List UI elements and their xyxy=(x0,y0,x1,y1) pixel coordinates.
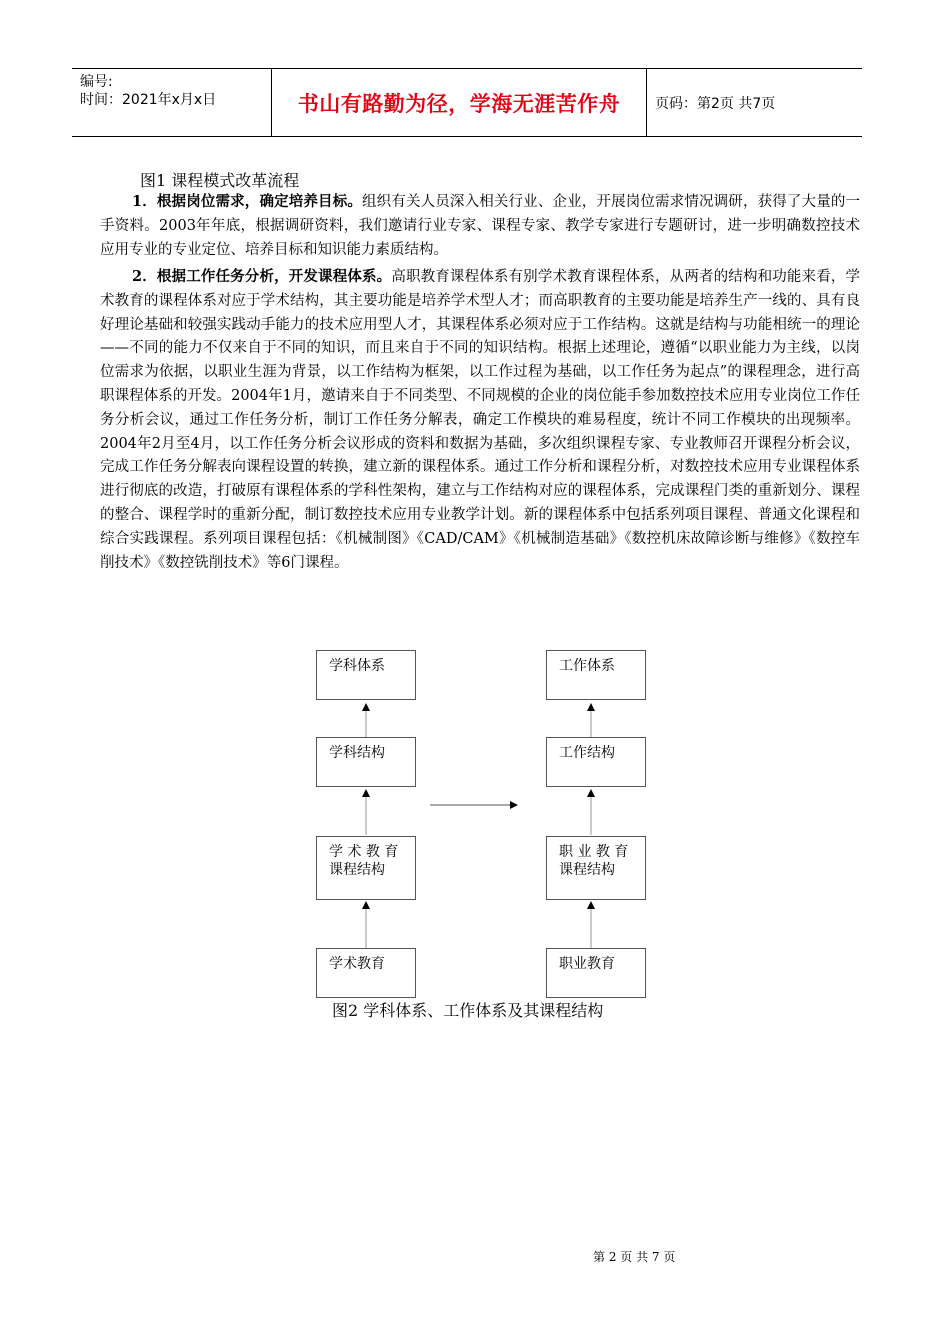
box-subject-system: 学科体系 xyxy=(316,650,416,700)
time-label: 时间：2021年x月x日 xyxy=(80,92,217,108)
page-header xyxy=(72,68,862,137)
header-info-cell xyxy=(72,69,272,136)
page-info: 页码：第2页 共7页 xyxy=(655,95,776,112)
paragraph-1 xyxy=(100,190,860,262)
motto-text: 书山有路勤为径，学海无涯苦作舟 xyxy=(297,91,621,116)
header-motto-cell xyxy=(272,69,647,136)
figure-1-caption: 图1 课程模式改革流程 xyxy=(140,171,300,190)
box-academic-education: 学术教育 xyxy=(316,948,416,998)
figure-2-caption: 图2 学科体系、工作体系及其课程结构 xyxy=(332,1001,604,1020)
page-footer: 第 2 页 共 7 页 xyxy=(593,1250,676,1264)
paragraph-1-lead: 1．根据岗位需求，确定培养目标。 xyxy=(132,193,363,210)
box-subject-structure: 学科结构 xyxy=(316,737,416,787)
paragraph-2-text: 高职教育课程体系有别学术教育课程体系，从两者的结构和功能来看，学术教育的课程体系对应于学术结构，其主要功能是培养学术型人才；而高职教育的主要功能是培养生产一线的、具有良好理论基础和较强实践动手能力的技术应用型人才，其课程体系必须对应于工作结构。这就是结构与功能相统一的理论——不同的能力不仅来自于不同的知识，而且来自于不同的知识结构。根据上述理论，遵循“以职业能力为主线，以岗位需求为依据，以职业生涯为背景，以工作结构为框架，以工作过程为基础，以工作任务为起点”的课程理念，进行高职课程体系的开发。2004年1月，邀请来自于不同类型、不同规模的企业的岗位能手参加数控技术应用专业岗位工作任务分析会议，通过工作任务分析，制订工作任务分解表，确定工作模块的难易程度，统计不同工作模块的出现频率。2004年2月至4月，以工作任务分析会议形成的资料和数据为基础，多次组织课程专家、专业教师召开课程分析会议，完成工作任务分解表向课程设置的转换，建立新的课程体系。通过工作分析和课程分析，对数控技术应用专业课程体系进行彻底的改造，打破原有课程体系的学科性架构，建立与工作结构对应的课程体系，完成课程门类的重新划分、课程的整合、课程学时的重新分配，制订数控技术应用专业教学计划。新的课程体系中包括系列项目课程、普通文化课程和综合实践课程。系列项目课程包括：《机械制图》《CAD/CAM》《机械制造基础》《数控机床故障诊断与维修》《数控车削技术》《数控铣削技术》等6门课程。 xyxy=(100,269,860,571)
number-label: 编号: xyxy=(80,74,113,90)
paragraph-1-text: 组织有关人员深入相关行业、企业，开展岗位需求情况调研，获得了大量的一手资料。2003年年底，根据调研资料，我们邀请行业专家、课程专家、教学专家进行专题研讨，进一步明确数控技术应用专业的专业定位、培养目标和知识能力素质结构。 xyxy=(100,194,861,258)
paragraph-2 xyxy=(100,265,860,575)
box-vocational-course-structure: 职 业 教 育 课程结构 xyxy=(546,836,646,900)
box-work-structure: 工作结构 xyxy=(546,737,646,787)
box-work-system: 工作体系 xyxy=(546,650,646,700)
header-page-cell xyxy=(647,69,862,136)
paragraph-2-lead: 2．根据工作任务分析，开发课程体系。 xyxy=(132,268,392,285)
box-academic-course-structure: 学 术 教 育 课程结构 xyxy=(316,836,416,900)
box-vocational-education: 职业教育 xyxy=(546,948,646,998)
